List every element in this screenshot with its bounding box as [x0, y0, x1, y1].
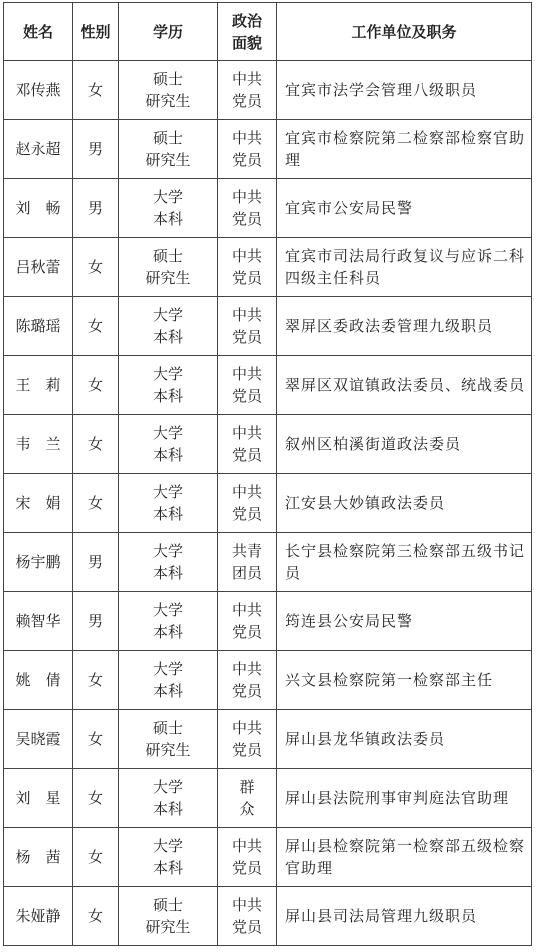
cell-political-line1: 中共 [231, 188, 262, 206]
cell-education [119, 61, 218, 120]
cell-sex: 男 [73, 179, 119, 238]
cell-political-line1: 中共 [231, 896, 262, 914]
table-row [4, 533, 532, 592]
cell-education [119, 769, 218, 828]
cell-education [119, 828, 218, 887]
cell-name: 刘 畅 [4, 179, 73, 238]
cell-job: 叙州区柏溪街道政法委员 [277, 415, 532, 474]
cell-education [119, 887, 218, 946]
cell-education [119, 356, 218, 415]
cell-education [119, 179, 218, 238]
cell-job: 翠屏区双谊镇政法委员、统战委员 [277, 356, 532, 415]
table-row [4, 592, 532, 651]
header-political-line2: 面貌 [231, 33, 262, 52]
cell-education-line1: 大学 [152, 306, 183, 324]
cell-education-line2: 本科 [152, 328, 183, 346]
cell-education-line1: 大学 [152, 778, 183, 796]
cell-political-status [218, 651, 277, 710]
cell-job: 屏山县司法局管理九级职员 [277, 887, 532, 946]
cell-job: 宜宾市司法局行政复议与应诉二科四级主任科员 [277, 238, 532, 297]
cell-job: 宜宾市法学会管理八级职员 [277, 61, 532, 120]
cell-political-line2: 党员 [231, 151, 262, 169]
cell-education-line2: 研究生 [145, 269, 191, 287]
cell-political-status [218, 769, 277, 828]
table-row [4, 474, 532, 533]
cell-education [119, 710, 218, 769]
cell-job: 宜宾市检察院第二检察部检察官助理 [277, 120, 532, 179]
cell-sex: 男 [73, 533, 119, 592]
personnel-table [3, 2, 532, 946]
cell-political-line2: 党员 [231, 387, 262, 405]
cell-sex: 女 [73, 297, 119, 356]
cell-sex: 女 [73, 769, 119, 828]
cell-sex: 女 [73, 474, 119, 533]
cell-political-status [218, 710, 277, 769]
cell-education [119, 533, 218, 592]
cell-political-status [218, 238, 277, 297]
cell-name: 陈璐瑶 [4, 297, 73, 356]
cell-sex: 女 [73, 887, 119, 946]
table-row [4, 61, 532, 120]
cell-job: 屏山县检察院第一检察部五级检察官助理 [277, 828, 532, 887]
table-row [4, 238, 532, 297]
cell-education-line1: 硕士 [152, 129, 183, 147]
cell-political-line1: 中共 [231, 837, 262, 855]
cell-sex: 女 [73, 238, 119, 297]
cell-education-line2: 研究生 [145, 741, 191, 759]
header-name: 姓名 [4, 3, 73, 61]
table-row [4, 887, 532, 946]
table-row [4, 356, 532, 415]
cell-education-line1: 大学 [152, 188, 183, 206]
header-political-status [218, 3, 277, 61]
cell-name: 宋 娟 [4, 474, 73, 533]
cell-sex: 男 [73, 120, 119, 179]
cell-education [119, 592, 218, 651]
cell-name: 姚 倩 [4, 651, 73, 710]
cell-job: 筠连县公安局民警 [277, 592, 532, 651]
cell-sex: 女 [73, 415, 119, 474]
cell-political-line2: 党员 [231, 328, 262, 346]
cell-job: 兴文县检察院第一检察部主任 [277, 651, 532, 710]
cell-political-line1: 群 [239, 778, 255, 796]
cell-education-line2: 本科 [152, 505, 183, 523]
cell-education-line1: 大学 [152, 365, 183, 383]
cell-name: 韦 兰 [4, 415, 73, 474]
cell-education-line1: 硕士 [152, 247, 183, 265]
cell-political-status [218, 120, 277, 179]
cell-education-line2: 本科 [152, 859, 183, 877]
table-row [4, 710, 532, 769]
cell-political-line1: 中共 [231, 483, 262, 501]
cell-sex: 女 [73, 651, 119, 710]
cell-political-line2: 党员 [231, 682, 262, 700]
table-body [4, 61, 532, 946]
cell-political-line1: 中共 [231, 365, 262, 383]
table-row [4, 179, 532, 238]
cell-education [119, 297, 218, 356]
cell-sex: 女 [73, 710, 119, 769]
cell-job: 翠屏区委政法委管理九级职员 [277, 297, 532, 356]
cell-sex: 男 [73, 592, 119, 651]
cell-political-line2: 党员 [231, 269, 262, 287]
cell-education-line1: 大学 [152, 660, 183, 678]
cell-education-line2: 本科 [152, 564, 183, 582]
cell-education-line2: 研究生 [145, 918, 191, 936]
cell-education-line2: 研究生 [145, 92, 191, 110]
cell-political-line1: 中共 [231, 719, 262, 737]
cell-job: 屏山县龙华镇政法委员 [277, 710, 532, 769]
cell-political-line1: 中共 [231, 601, 262, 619]
cell-political-line2: 党员 [231, 210, 262, 228]
cell-job: 宜宾市公安局民警 [277, 179, 532, 238]
cell-education-line1: 大学 [152, 542, 183, 560]
header-job: 工作单位及职务 [277, 3, 532, 61]
cell-education [119, 415, 218, 474]
cell-job: 屏山县法院刑事审判庭法官助理 [277, 769, 532, 828]
cell-name: 邓传燕 [4, 61, 73, 120]
cell-political-status [218, 356, 277, 415]
cell-education-line1: 大学 [152, 424, 183, 442]
cell-education-line2: 本科 [152, 800, 183, 818]
header-political-line1: 政治 [231, 11, 262, 30]
header-education: 学历 [119, 3, 218, 61]
cell-education-line1: 大学 [152, 601, 183, 619]
table-row [4, 828, 532, 887]
cell-name: 赵永超 [4, 120, 73, 179]
cell-education [119, 238, 218, 297]
cell-name: 王 莉 [4, 356, 73, 415]
cell-education-line1: 硕士 [152, 896, 183, 914]
header-sex: 性别 [73, 3, 119, 61]
cell-political-line2: 党员 [231, 505, 262, 523]
cell-political-status [218, 592, 277, 651]
cell-education [119, 651, 218, 710]
cell-political-status [218, 179, 277, 238]
cell-education-line1: 大学 [152, 483, 183, 501]
cell-name: 吴晓霞 [4, 710, 73, 769]
cell-political-status [218, 61, 277, 120]
cell-education [119, 474, 218, 533]
cell-political-line2: 团员 [231, 564, 262, 582]
cell-sex: 女 [73, 356, 119, 415]
cell-education-line1: 硕士 [152, 70, 183, 88]
cell-political-line1: 中共 [231, 660, 262, 678]
cell-name: 刘 星 [4, 769, 73, 828]
cell-political-line2: 党员 [231, 859, 262, 877]
cell-education-line2: 本科 [152, 387, 183, 405]
cell-education [119, 120, 218, 179]
table-row [4, 651, 532, 710]
cell-political-status [218, 297, 277, 356]
cell-name: 杨 茜 [4, 828, 73, 887]
cell-political-line1: 中共 [231, 247, 262, 265]
cell-education-line2: 本科 [152, 446, 183, 464]
cell-name: 吕秋蕾 [4, 238, 73, 297]
cell-political-status [218, 887, 277, 946]
cell-political-line1: 共青 [231, 542, 262, 560]
cell-sex: 女 [73, 61, 119, 120]
cell-political-line2: 党员 [231, 741, 262, 759]
cell-political-line2: 党员 [231, 92, 262, 110]
cell-political-status [218, 828, 277, 887]
cell-political-line1: 中共 [231, 70, 262, 88]
cell-job: 长宁县检察院第三检察部五级书记员 [277, 533, 532, 592]
cell-name: 杨宇鹏 [4, 533, 73, 592]
table-row [4, 297, 532, 356]
cell-political-line1: 中共 [231, 424, 262, 442]
cell-education-line2: 本科 [152, 210, 183, 228]
cell-political-line2: 众 [239, 800, 255, 818]
cell-sex: 女 [73, 828, 119, 887]
table-header-row [4, 3, 532, 61]
cell-education-line2: 研究生 [145, 151, 191, 169]
cell-education-line2: 本科 [152, 623, 183, 641]
cell-job: 江安县大妙镇政法委员 [277, 474, 532, 533]
cell-political-status [218, 415, 277, 474]
cell-political-line2: 党员 [231, 446, 262, 464]
cell-political-status [218, 533, 277, 592]
cell-education-line1: 硕士 [152, 719, 183, 737]
cell-education-line2: 本科 [152, 682, 183, 700]
cell-political-status [218, 474, 277, 533]
table-row [4, 769, 532, 828]
cell-political-line2: 党员 [231, 918, 262, 936]
cell-name: 朱娅静 [4, 887, 73, 946]
cell-political-line2: 党员 [231, 623, 262, 641]
cell-name: 赖智华 [4, 592, 73, 651]
cell-political-line1: 中共 [231, 129, 262, 147]
table-row [4, 120, 532, 179]
table-row [4, 415, 532, 474]
cell-education-line1: 大学 [152, 837, 183, 855]
cell-political-line1: 中共 [231, 306, 262, 324]
